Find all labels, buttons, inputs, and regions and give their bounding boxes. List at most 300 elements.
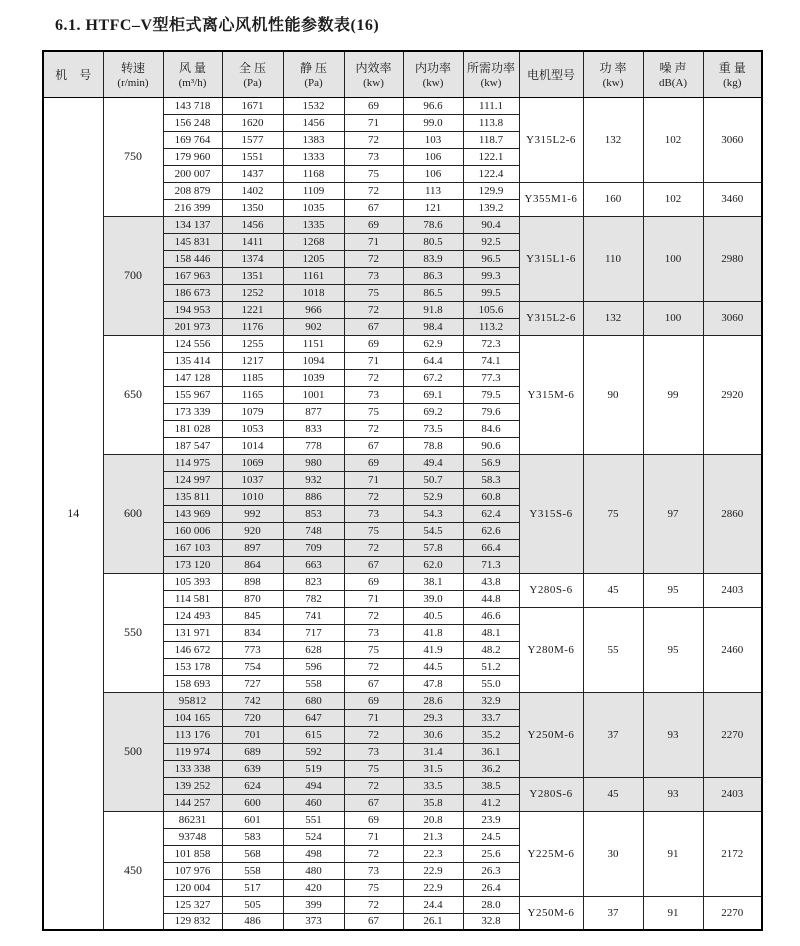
weight-cell: 2920 [703, 335, 762, 454]
total-pressure-cell: 727 [222, 675, 283, 692]
airflow-cell: 143 969 [163, 505, 222, 522]
airflow-cell: 124 493 [163, 607, 222, 624]
noise-cell: 91 [643, 811, 703, 896]
internal-power-cell: 78.8 [403, 437, 463, 454]
airflow-cell: 167 963 [163, 267, 222, 284]
internal-power-cell: 24.4 [403, 896, 463, 913]
airflow-cell: 160 006 [163, 522, 222, 539]
efficiency-cell: 69 [344, 454, 403, 471]
static-pressure-cell: 1205 [283, 250, 344, 267]
required-power-cell: 129.9 [463, 182, 519, 199]
efficiency-cell: 69 [344, 692, 403, 709]
efficiency-cell: 72 [344, 131, 403, 148]
airflow-cell: 153 178 [163, 658, 222, 675]
required-power-cell: 72.3 [463, 335, 519, 352]
internal-power-cell: 38.1 [403, 573, 463, 590]
airflow-cell: 216 399 [163, 199, 222, 216]
required-power-cell: 113.2 [463, 318, 519, 335]
internal-power-cell: 91.8 [403, 301, 463, 318]
weight-cell: 2270 [703, 692, 762, 777]
airflow-cell: 86231 [163, 811, 222, 828]
efficiency-cell: 72 [344, 369, 403, 386]
required-power-cell: 122.4 [463, 165, 519, 182]
noise-cell: 91 [643, 896, 703, 930]
airflow-cell: 169 764 [163, 131, 222, 148]
internal-power-cell: 86.3 [403, 267, 463, 284]
internal-power-cell: 22.9 [403, 862, 463, 879]
rpm-cell: 450 [103, 811, 163, 930]
required-power-cell: 118.7 [463, 131, 519, 148]
static-pressure-cell: 782 [283, 590, 344, 607]
airflow-cell: 194 953 [163, 301, 222, 318]
efficiency-cell: 75 [344, 403, 403, 420]
total-pressure-cell: 898 [222, 573, 283, 590]
efficiency-cell: 71 [344, 590, 403, 607]
required-power-cell: 38.5 [463, 777, 519, 794]
static-pressure-cell: 748 [283, 522, 344, 539]
column-label: 内功率 [414, 61, 451, 76]
efficiency-cell: 69 [344, 573, 403, 590]
static-pressure-cell: 615 [283, 726, 344, 743]
total-pressure-cell: 1217 [222, 352, 283, 369]
efficiency-cell: 69 [344, 97, 403, 114]
table-row [43, 335, 762, 352]
required-power-cell: 28.0 [463, 896, 519, 913]
static-pressure-cell: 663 [283, 556, 344, 573]
motor-model-cell: Y315S-6 [519, 454, 583, 573]
column-label: 重 量 [718, 61, 746, 76]
required-power-cell: 99.3 [463, 267, 519, 284]
column-unit: (kw) [602, 77, 624, 90]
internal-power-cell: 57.8 [403, 539, 463, 556]
efficiency-cell: 75 [344, 641, 403, 658]
noise-cell: 97 [643, 454, 703, 573]
total-pressure-cell: 992 [222, 505, 283, 522]
column-label: 噪 声 [659, 61, 687, 76]
static-pressure-cell: 741 [283, 607, 344, 624]
column-header-static-pressure [283, 51, 344, 97]
airflow-cell: 155 967 [163, 386, 222, 403]
airflow-cell: 143 718 [163, 97, 222, 114]
total-pressure-cell: 1037 [222, 471, 283, 488]
airflow-cell: 124 997 [163, 471, 222, 488]
column-label: 功 率 [599, 61, 627, 76]
column-unit: dB(A) [658, 77, 688, 90]
internal-power-cell: 96.6 [403, 97, 463, 114]
efficiency-cell: 71 [344, 709, 403, 726]
total-pressure-cell: 1350 [222, 199, 283, 216]
static-pressure-cell: 1268 [283, 233, 344, 250]
airflow-cell: 144 257 [163, 794, 222, 811]
required-power-cell: 35.2 [463, 726, 519, 743]
total-pressure-cell: 1437 [222, 165, 283, 182]
required-power-cell: 25.6 [463, 845, 519, 862]
internal-power-cell: 106 [403, 148, 463, 165]
machine-no-cell: 14 [43, 97, 103, 930]
airflow-cell: 124 556 [163, 335, 222, 352]
required-power-cell: 92.5 [463, 233, 519, 250]
total-pressure-cell: 1079 [222, 403, 283, 420]
required-power-cell: 111.1 [463, 97, 519, 114]
airflow-cell: 93748 [163, 828, 222, 845]
efficiency-cell: 73 [344, 267, 403, 284]
column-unit: (kg) [723, 77, 742, 90]
efficiency-cell: 69 [344, 335, 403, 352]
total-pressure-cell: 1402 [222, 182, 283, 199]
efficiency-cell: 73 [344, 386, 403, 403]
total-pressure-cell: 834 [222, 624, 283, 641]
column-label: 所需功率 [466, 61, 515, 76]
efficiency-cell: 72 [344, 539, 403, 556]
required-power-cell: 96.5 [463, 250, 519, 267]
internal-power-cell: 41.9 [403, 641, 463, 658]
internal-power-cell: 78.6 [403, 216, 463, 233]
page-title: 6.1. HTFC–V型柜式离心风机性能参数表(16) [55, 17, 380, 34]
column-header-internal-power [403, 51, 463, 97]
weight-cell: 2460 [703, 607, 762, 692]
efficiency-cell: 72 [344, 301, 403, 318]
internal-power-cell: 41.8 [403, 624, 463, 641]
total-pressure-cell: 1069 [222, 454, 283, 471]
internal-power-cell: 54.5 [403, 522, 463, 539]
total-pressure-cell: 601 [222, 811, 283, 828]
total-pressure-cell: 920 [222, 522, 283, 539]
required-power-cell: 122.1 [463, 148, 519, 165]
static-pressure-cell: 551 [283, 811, 344, 828]
internal-power-cell: 44.5 [403, 658, 463, 675]
rpm-cell: 700 [103, 216, 163, 335]
motor-model-cell: Y315L1-6 [519, 216, 583, 301]
column-unit: (kw) [422, 77, 444, 90]
total-pressure-cell: 1014 [222, 437, 283, 454]
table-row [43, 97, 762, 114]
weight-cell: 2270 [703, 896, 762, 930]
static-pressure-cell: 680 [283, 692, 344, 709]
required-power-cell: 58.3 [463, 471, 519, 488]
static-pressure-cell: 886 [283, 488, 344, 505]
table-header-row [43, 51, 762, 97]
motor-model-cell: Y315L2-6 [519, 97, 583, 182]
required-power-cell: 26.4 [463, 879, 519, 896]
airflow-cell: 156 248 [163, 114, 222, 131]
efficiency-cell: 73 [344, 743, 403, 760]
airflow-cell: 187 547 [163, 437, 222, 454]
efficiency-cell: 73 [344, 624, 403, 641]
static-pressure-cell: 778 [283, 437, 344, 454]
internal-power-cell: 62.0 [403, 556, 463, 573]
column-unit: (m³/h) [178, 77, 207, 90]
motor-power-cell: 37 [583, 896, 643, 930]
internal-power-cell: 99.0 [403, 114, 463, 131]
motor-model-cell: Y315M-6 [519, 335, 583, 454]
internal-power-cell: 20.8 [403, 811, 463, 828]
efficiency-cell: 71 [344, 471, 403, 488]
table-row [43, 573, 762, 590]
static-pressure-cell: 966 [283, 301, 344, 318]
motor-model-cell: Y315L2-6 [519, 301, 583, 335]
internal-power-cell: 33.5 [403, 777, 463, 794]
required-power-cell: 139.2 [463, 199, 519, 216]
internal-power-cell: 98.4 [403, 318, 463, 335]
efficiency-cell: 72 [344, 726, 403, 743]
required-power-cell: 51.2 [463, 658, 519, 675]
airflow-cell: 147 128 [163, 369, 222, 386]
noise-cell: 102 [643, 182, 703, 216]
static-pressure-cell: 833 [283, 420, 344, 437]
table-row [43, 454, 762, 471]
static-pressure-cell: 823 [283, 573, 344, 590]
weight-cell: 2403 [703, 777, 762, 811]
static-pressure-cell: 519 [283, 760, 344, 777]
total-pressure-cell: 845 [222, 607, 283, 624]
total-pressure-cell: 754 [222, 658, 283, 675]
total-pressure-cell: 870 [222, 590, 283, 607]
total-pressure-cell: 486 [222, 913, 283, 930]
static-pressure-cell: 373 [283, 913, 344, 930]
internal-power-cell: 69.1 [403, 386, 463, 403]
required-power-cell: 43.8 [463, 573, 519, 590]
required-power-cell: 79.6 [463, 403, 519, 420]
required-power-cell: 32.9 [463, 692, 519, 709]
airflow-cell: 208 879 [163, 182, 222, 199]
internal-power-cell: 52.9 [403, 488, 463, 505]
total-pressure-cell: 1620 [222, 114, 283, 131]
motor-power-cell: 160 [583, 182, 643, 216]
internal-power-cell: 64.4 [403, 352, 463, 369]
static-pressure-cell: 1532 [283, 97, 344, 114]
airflow-cell: 104 165 [163, 709, 222, 726]
static-pressure-cell: 1035 [283, 199, 344, 216]
column-unit: (kw) [480, 77, 502, 90]
efficiency-cell: 73 [344, 148, 403, 165]
airflow-cell: 113 176 [163, 726, 222, 743]
efficiency-cell: 72 [344, 607, 403, 624]
internal-power-cell: 22.9 [403, 879, 463, 896]
internal-power-cell: 83.9 [403, 250, 463, 267]
internal-power-cell: 49.4 [403, 454, 463, 471]
airflow-cell: 135 414 [163, 352, 222, 369]
airflow-cell: 167 103 [163, 539, 222, 556]
required-power-cell: 23.9 [463, 811, 519, 828]
internal-power-cell: 21.3 [403, 828, 463, 845]
column-header-airflow [163, 51, 222, 97]
airflow-cell: 135 811 [163, 488, 222, 505]
required-power-cell: 55.0 [463, 675, 519, 692]
airflow-cell: 129 832 [163, 913, 222, 930]
motor-power-cell: 45 [583, 573, 643, 607]
total-pressure-cell: 517 [222, 879, 283, 896]
noise-cell: 95 [643, 573, 703, 607]
required-power-cell: 62.4 [463, 505, 519, 522]
weight-cell: 3060 [703, 301, 762, 335]
total-pressure-cell: 1255 [222, 335, 283, 352]
efficiency-cell: 75 [344, 879, 403, 896]
airflow-cell: 125 327 [163, 896, 222, 913]
total-pressure-cell: 639 [222, 760, 283, 777]
efficiency-cell: 67 [344, 675, 403, 692]
total-pressure-cell: 742 [222, 692, 283, 709]
column-unit: (Pa) [304, 77, 323, 90]
static-pressure-cell: 596 [283, 658, 344, 675]
required-power-cell: 90.6 [463, 437, 519, 454]
required-power-cell: 36.1 [463, 743, 519, 760]
airflow-cell: 95812 [163, 692, 222, 709]
noise-cell: 99 [643, 335, 703, 454]
required-power-cell: 56.9 [463, 454, 519, 471]
column-unit: (r/min) [117, 77, 149, 90]
motor-power-cell: 75 [583, 454, 643, 573]
airflow-cell: 158 693 [163, 675, 222, 692]
weight-cell: 2980 [703, 216, 762, 301]
efficiency-cell: 75 [344, 522, 403, 539]
motor-model-cell: Y280S-6 [519, 573, 583, 607]
total-pressure-cell: 1351 [222, 267, 283, 284]
internal-power-cell: 35.8 [403, 794, 463, 811]
motor-model-cell: Y250M-6 [519, 896, 583, 930]
airflow-cell: 158 446 [163, 250, 222, 267]
rpm-cell: 500 [103, 692, 163, 811]
efficiency-cell: 72 [344, 896, 403, 913]
required-power-cell: 90.4 [463, 216, 519, 233]
static-pressure-cell: 1383 [283, 131, 344, 148]
column-unit: (Pa) [243, 77, 262, 90]
total-pressure-cell: 689 [222, 743, 283, 760]
column-label: 静 压 [299, 61, 327, 76]
efficiency-cell: 75 [344, 284, 403, 301]
total-pressure-cell: 558 [222, 862, 283, 879]
noise-cell: 100 [643, 301, 703, 335]
static-pressure-cell: 1151 [283, 335, 344, 352]
total-pressure-cell: 864 [222, 556, 283, 573]
required-power-cell: 66.4 [463, 539, 519, 556]
total-pressure-cell: 568 [222, 845, 283, 862]
airflow-cell: 120 004 [163, 879, 222, 896]
total-pressure-cell: 1374 [222, 250, 283, 267]
static-pressure-cell: 1333 [283, 148, 344, 165]
column-label: 机 号 [55, 67, 92, 82]
column-label: 转速 [120, 61, 145, 76]
efficiency-cell: 71 [344, 352, 403, 369]
weight-cell: 2403 [703, 573, 762, 607]
static-pressure-cell: 524 [283, 828, 344, 845]
efficiency-cell: 72 [344, 250, 403, 267]
internal-power-cell: 62.9 [403, 335, 463, 352]
column-unit: (kw) [363, 77, 384, 90]
static-pressure-cell: 1018 [283, 284, 344, 301]
efficiency-cell: 72 [344, 488, 403, 505]
efficiency-cell: 69 [344, 216, 403, 233]
efficiency-cell: 69 [344, 811, 403, 828]
airflow-cell: 133 338 [163, 760, 222, 777]
column-header-total-pressure [222, 51, 283, 97]
efficiency-cell: 72 [344, 182, 403, 199]
table-row [43, 692, 762, 709]
efficiency-cell: 72 [344, 420, 403, 437]
static-pressure-cell: 420 [283, 879, 344, 896]
column-header-weight [703, 51, 762, 97]
internal-power-cell: 31.4 [403, 743, 463, 760]
airflow-cell: 186 673 [163, 284, 222, 301]
efficiency-cell: 67 [344, 318, 403, 335]
internal-power-cell: 73.5 [403, 420, 463, 437]
static-pressure-cell: 1335 [283, 216, 344, 233]
required-power-cell: 105.6 [463, 301, 519, 318]
airflow-cell: 181 028 [163, 420, 222, 437]
static-pressure-cell: 853 [283, 505, 344, 522]
airflow-cell: 139 252 [163, 777, 222, 794]
static-pressure-cell: 1168 [283, 165, 344, 182]
internal-power-cell: 67.2 [403, 369, 463, 386]
efficiency-cell: 73 [344, 505, 403, 522]
internal-power-cell: 47.8 [403, 675, 463, 692]
static-pressure-cell: 709 [283, 539, 344, 556]
rpm-cell: 650 [103, 335, 163, 454]
internal-power-cell: 113 [403, 182, 463, 199]
total-pressure-cell: 1252 [222, 284, 283, 301]
total-pressure-cell: 624 [222, 777, 283, 794]
internal-power-cell: 29.3 [403, 709, 463, 726]
weight-cell: 3060 [703, 97, 762, 182]
motor-power-cell: 45 [583, 777, 643, 811]
required-power-cell: 84.6 [463, 420, 519, 437]
total-pressure-cell: 897 [222, 539, 283, 556]
total-pressure-cell: 1165 [222, 386, 283, 403]
total-pressure-cell: 600 [222, 794, 283, 811]
internal-power-cell: 86.5 [403, 284, 463, 301]
required-power-cell: 41.2 [463, 794, 519, 811]
rpm-cell: 600 [103, 454, 163, 573]
column-header-motor-model [519, 51, 583, 97]
internal-power-cell: 106 [403, 165, 463, 182]
efficiency-cell: 71 [344, 828, 403, 845]
required-power-cell: 36.2 [463, 760, 519, 777]
motor-model-cell: Y225M-6 [519, 811, 583, 896]
static-pressure-cell: 647 [283, 709, 344, 726]
required-power-cell: 99.5 [463, 284, 519, 301]
efficiency-cell: 72 [344, 845, 403, 862]
noise-cell: 95 [643, 607, 703, 692]
required-power-cell: 74.1 [463, 352, 519, 369]
total-pressure-cell: 1185 [222, 369, 283, 386]
required-power-cell: 26.3 [463, 862, 519, 879]
airflow-cell: 200 007 [163, 165, 222, 182]
airflow-cell: 179 960 [163, 148, 222, 165]
efficiency-cell: 75 [344, 165, 403, 182]
motor-power-cell: 30 [583, 811, 643, 896]
motor-model-cell: Y280S-6 [519, 777, 583, 811]
required-power-cell: 48.2 [463, 641, 519, 658]
static-pressure-cell: 932 [283, 471, 344, 488]
weight-cell: 2172 [703, 811, 762, 896]
efficiency-cell: 67 [344, 437, 403, 454]
table-header [43, 51, 762, 97]
internal-power-cell: 22.3 [403, 845, 463, 862]
static-pressure-cell: 460 [283, 794, 344, 811]
internal-power-cell: 26.1 [403, 913, 463, 930]
required-power-cell: 77.3 [463, 369, 519, 386]
static-pressure-cell: 1456 [283, 114, 344, 131]
total-pressure-cell: 1411 [222, 233, 283, 250]
required-power-cell: 62.6 [463, 522, 519, 539]
motor-power-cell: 110 [583, 216, 643, 301]
internal-power-cell: 103 [403, 131, 463, 148]
airflow-cell: 101 858 [163, 845, 222, 862]
total-pressure-cell: 1456 [222, 216, 283, 233]
required-power-cell: 79.5 [463, 386, 519, 403]
motor-power-cell: 55 [583, 607, 643, 692]
required-power-cell: 60.8 [463, 488, 519, 505]
column-label: 全 压 [238, 61, 266, 76]
